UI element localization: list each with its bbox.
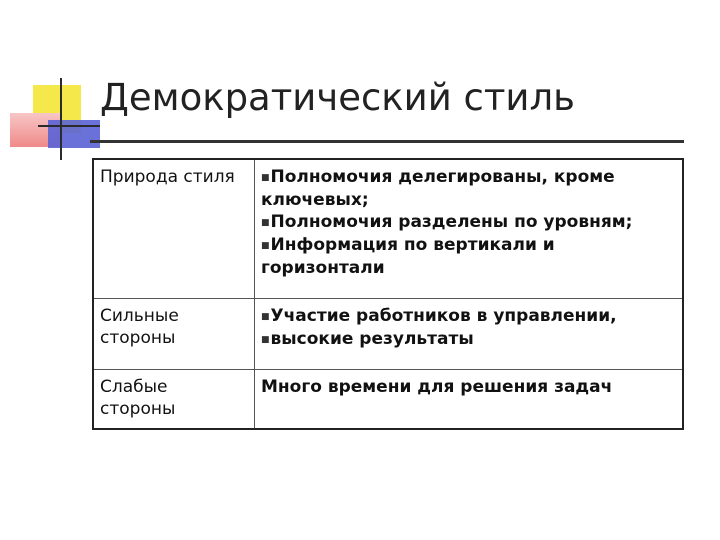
bullet-item: ■Информация по вертикали и горизонтали [261, 235, 555, 278]
square-bullet-icon: ■ [261, 335, 270, 345]
row-label: Слабые стороны [93, 370, 255, 430]
row-value: Много времени для решения задач [261, 377, 613, 397]
bullet-item: ■высокие результаты [261, 329, 474, 349]
decor-vertical-line [60, 78, 62, 160]
square-bullet-icon: ■ [261, 241, 270, 251]
row-value [255, 299, 684, 370]
bullet-item: ■Полномочия разделены по уровням; [261, 212, 633, 232]
row-value [255, 159, 684, 299]
bullet-item: ■Полномочия делегированы, кроме ключевых; [261, 167, 615, 210]
square-bullet-icon: ■ [261, 218, 270, 228]
row-label: Природа стиля [93, 159, 255, 299]
table-row-strengths [93, 299, 683, 370]
square-bullet-icon: ■ [261, 312, 270, 322]
square-bullet-icon: ■ [261, 173, 270, 183]
title-underline [90, 140, 684, 143]
style-table [92, 158, 684, 430]
bullet-item: ■Участие работников в управлении, [261, 306, 617, 326]
row-label: Сильные стороны [93, 299, 255, 370]
decor-horizontal-line [38, 125, 100, 127]
table-row-nature [93, 159, 683, 299]
slide-title: Демократический стиль [100, 76, 575, 119]
table-row-weaknesses [93, 370, 683, 430]
